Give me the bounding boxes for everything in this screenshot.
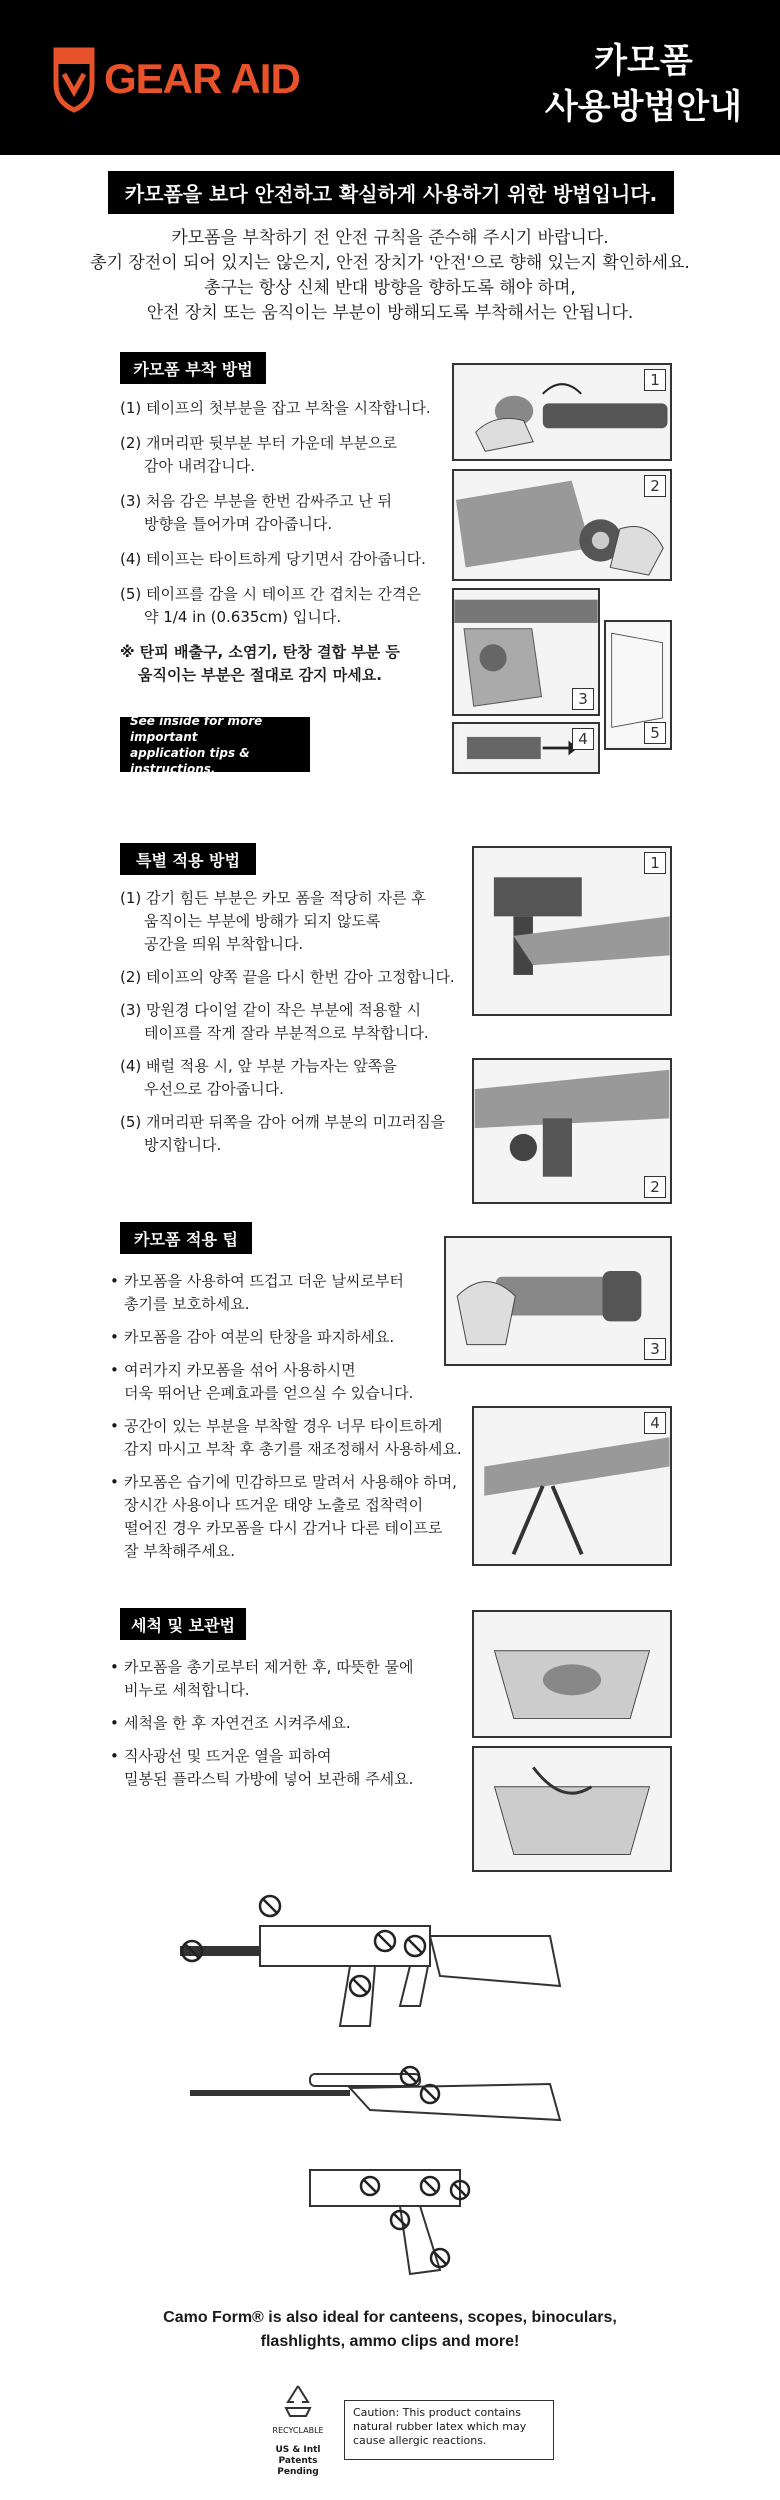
intro-line: 총기 장전이 되어 있지는 않은지, 안전 장치가 '안전'으로 향해 있는지 확인하세요. bbox=[90, 253, 690, 273]
footer-text bbox=[150, 2306, 630, 2354]
panel-number: 4 bbox=[644, 1412, 666, 1434]
panel-number: 5 bbox=[644, 722, 666, 744]
special-steps bbox=[120, 887, 470, 1157]
attach-panel-3 bbox=[452, 588, 600, 716]
scope-tape-illustration-icon bbox=[446, 1238, 670, 1364]
cleaning-item: • 카모폼을 총기로부터 제거한 후, 따뜻한 물에 비누로 세척합니다. bbox=[110, 1656, 450, 1702]
header-title bbox=[545, 38, 742, 130]
inside-note bbox=[120, 713, 310, 776]
special-step-cont: 움직이는 부분에 방해가 되지 않도록 bbox=[144, 912, 381, 930]
title-line-2: 사용방법안내 bbox=[544, 87, 742, 127]
panel-number: 3 bbox=[644, 1338, 666, 1360]
tips-section-label: 카모폼 적용 팁 bbox=[120, 1222, 252, 1254]
special-section-label: 특별 적용 방법 bbox=[120, 843, 256, 875]
tips-panel-4 bbox=[472, 1406, 672, 1566]
footer-line: Camo Form® is also ideal for canteens, scopes, binoculars, bbox=[163, 2309, 617, 2326]
cleaning-panel-dry bbox=[472, 1746, 672, 1872]
rifle-grip-illustration-icon bbox=[474, 1060, 670, 1202]
header bbox=[0, 0, 780, 155]
panel-number: 3 bbox=[572, 688, 594, 710]
sink-wash-illustration-icon bbox=[474, 1612, 670, 1736]
special-panel-1 bbox=[472, 846, 672, 1016]
attach-warning: ※ 탄피 배출구, 소염기, 탄창 결합 부분 등 bbox=[120, 643, 400, 661]
tip-item: • 카모폼을 사용하여 뜨겁고 더운 날씨로부터 총기를 보호하세요. bbox=[110, 1270, 470, 1316]
tips-list bbox=[110, 1270, 470, 1573]
title-line-1: 카모폼 bbox=[594, 41, 693, 81]
special-step: (5) 개머리판 뒤쪽을 감아 어깨 부분의 미끄러짐을 bbox=[120, 1113, 446, 1131]
brand-name: GEAR AID bbox=[104, 55, 300, 102]
attach-step-cont: 약 1/4 in (0.635cm) 입니다. bbox=[144, 608, 342, 626]
pistol-diagram bbox=[300, 2150, 480, 2280]
shield-logo-icon bbox=[52, 44, 96, 114]
tip-item: • 카모폼을 감아 여분의 탄창을 파지하세요. bbox=[110, 1326, 470, 1349]
sniper-rifle-diagram bbox=[190, 2060, 570, 2130]
intro-banner: 카모폼을 보다 안전하고 확실하게 사용하기 위한 방법입니다. bbox=[108, 171, 674, 214]
special-step: (4) 배럴 적용 시, 앞 부분 가늠자는 앞쪽을 bbox=[120, 1057, 397, 1075]
attach-panel-4 bbox=[452, 722, 600, 774]
attach-step: (3) 처음 감은 부분을 한번 감싸주고 난 뒤 bbox=[120, 492, 392, 510]
recyclable-label: RECYCLABLE bbox=[272, 2426, 324, 2435]
special-step-cont: 테이프를 작게 잘라 부분적으로 부착합니다. bbox=[144, 1024, 429, 1042]
hand-tape-illustration-icon bbox=[454, 365, 670, 459]
attach-panel-5 bbox=[604, 620, 672, 750]
panel-number: 2 bbox=[644, 1176, 666, 1198]
recycle-block bbox=[258, 2382, 338, 2478]
attach-section-label: 카모폼 부착 방법 bbox=[120, 352, 266, 384]
special-step-cont: 공간을 띄워 부착합니다. bbox=[144, 935, 304, 953]
attach-warning-cont: 움직이는 부분은 절대로 감지 마세요. bbox=[138, 666, 382, 684]
tips-panel-3 bbox=[444, 1236, 672, 1366]
attach-panel-1 bbox=[452, 363, 672, 461]
special-step: (2) 테이프의 양쪽 끝을 다시 한번 감아 고정합니다. bbox=[120, 968, 455, 986]
intro-text bbox=[80, 226, 700, 326]
tip-item: • 공간이 있는 부분을 부착할 경우 너무 타이트하게 감지 마시고 부착 후 총기를 재조정해서 사용하세요. bbox=[110, 1415, 470, 1461]
cleaning-section-label: 세척 및 보관법 bbox=[120, 1608, 246, 1640]
cleaning-list bbox=[110, 1656, 450, 1801]
attach-panel-2 bbox=[452, 469, 672, 581]
inside-note-line: application tips & instructions. bbox=[130, 745, 250, 776]
cleaning-item: • 세척을 한 후 자연건조 시켜주세요. bbox=[110, 1712, 450, 1735]
stock-wrap-illustration-icon bbox=[454, 471, 670, 579]
patents: US & Intl Patents Pending bbox=[275, 2445, 321, 2477]
intro-line: 카모폼을 부착하기 전 안전 규칙을 준수해 주시기 바랍니다. bbox=[171, 228, 609, 248]
panel-number: 1 bbox=[644, 852, 666, 874]
special-step: (3) 망원경 다이얼 같이 작은 부분에 적용할 시 bbox=[120, 1001, 421, 1019]
panel-number: 1 bbox=[644, 369, 666, 391]
attach-step: (1) 테이프의 첫부분을 잡고 부착을 시작합니다. bbox=[120, 399, 431, 417]
recycle-icon bbox=[278, 2382, 318, 2422]
sink-dry-illustration-icon bbox=[474, 1748, 670, 1870]
special-panel-2 bbox=[472, 1058, 672, 1204]
rifle-diagram bbox=[170, 1886, 570, 2036]
no-wrap-icon bbox=[361, 2177, 469, 2267]
attach-step-cont: 감아 내려갑니다. bbox=[144, 457, 255, 475]
cleaning-item: • 직사광선 및 뜨거운 열을 피하여 밀봉된 플라스틱 가방에 넣어 보관해 주세요. bbox=[110, 1745, 450, 1791]
cleaning-panel-wash bbox=[472, 1610, 672, 1738]
tip-item: • 카모폼은 습기에 민감하므로 말려서 사용해야 하며, 장시간 사용이나 뜨거운 태양 노출로 접착력이 떨어진 경우 카모폼을 다시 감거나 다른 테이프로 잘 부착해주세요. bbox=[110, 1471, 470, 1563]
panel-number: 2 bbox=[644, 475, 666, 497]
attach-step: (4) 테이프는 타이트하게 당기면서 감아줍니다. bbox=[120, 550, 426, 568]
attach-steps bbox=[120, 397, 450, 687]
special-step-cont: 우선으로 감아줍니다. bbox=[144, 1080, 284, 1098]
no-wrap-icon bbox=[401, 2067, 439, 2103]
footer-line: flashlights, ammo clips and more! bbox=[260, 2333, 520, 2350]
attach-step: (5) 테이프를 감을 시 테이프 간 겹치는 간격은 bbox=[120, 585, 421, 603]
attach-step: (2) 개머리판 뒷부분 부터 가운데 부분으로 bbox=[120, 434, 397, 452]
tip-item: • 여러가지 카모폼을 섞어 사용하시면 더욱 뛰어난 은폐효과를 얻으실 수 있습니다. bbox=[110, 1359, 470, 1405]
barrel-bipod-illustration-icon bbox=[474, 1408, 670, 1564]
intro-line: 총구는 항상 신체 반대 방향을 향하도록 해야 하며, bbox=[204, 278, 576, 298]
attach-step-cont: 방향을 틀어가며 감아줍니다. bbox=[144, 515, 333, 533]
intro-line: 안전 장치 또는 움직이는 부분이 방해되도록 부착해서는 안됩니다. bbox=[146, 303, 634, 323]
panel-number: 4 bbox=[572, 728, 594, 750]
special-step-cont: 방지합니다. bbox=[144, 1136, 222, 1154]
rifle-camo-illustration-icon bbox=[474, 848, 670, 1014]
caution-box: Caution: This product contains natural rubber latex which may cause allergic reactions. bbox=[344, 2400, 554, 2460]
special-step: (1) 감기 힘든 부분은 카모 폼을 적당히 자른 후 bbox=[120, 889, 426, 907]
inside-note-line: See inside for more important bbox=[130, 713, 263, 744]
gear-aid-logo bbox=[52, 44, 300, 114]
